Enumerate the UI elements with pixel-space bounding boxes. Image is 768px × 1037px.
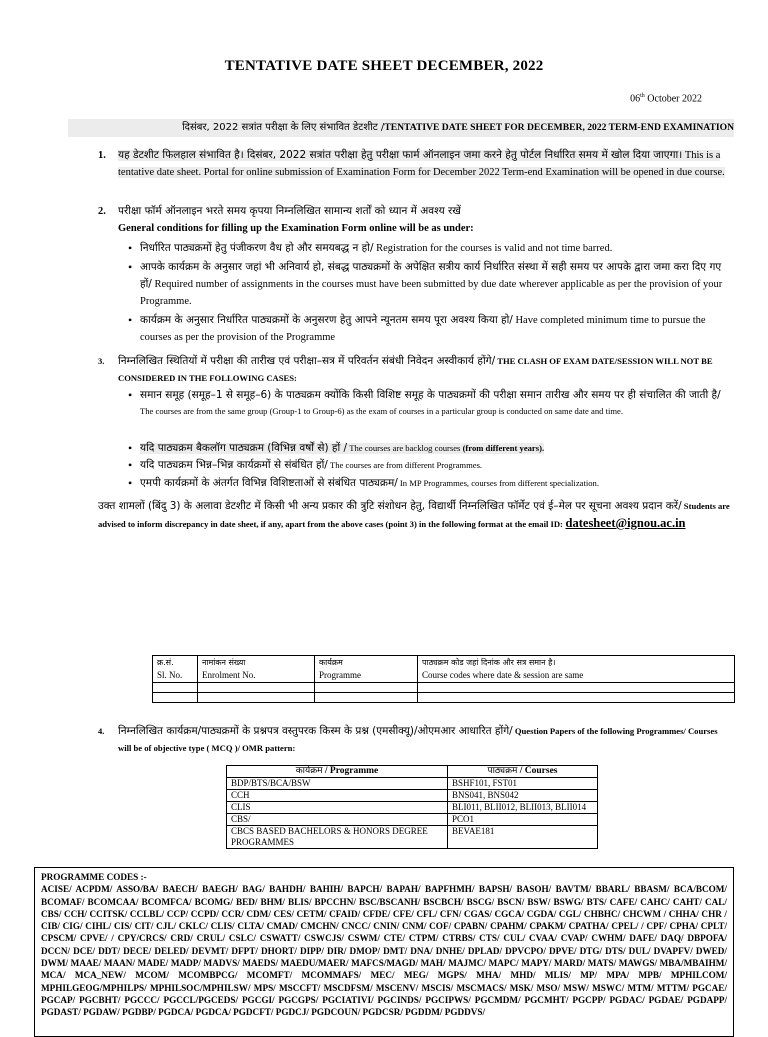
list-item: • निर्धारित पाठ्यक्रमों हेतु पंजीकरण वैध हो और समयबद्ध न हो/ Registration for the courses is valid and not time barred.: [140, 240, 734, 257]
table-header: कार्यक्रम Programme: [315, 656, 418, 683]
section-1: [98, 147, 733, 181]
section-1-english: This is a tentative date sheet. Portal for online submission of Examination Form for December 2022 Term-end Examination will be opened in due course.: [118, 150, 725, 178]
page-title: TENTATIVE DATE SHEET DECEMBER, 2022: [224, 58, 544, 74]
list-item: • यदि पाठ्यक्रम भिन्न–भिन्न कार्यक्रमों से संबंधित हों/ The courses are from different Programmes.: [140, 457, 734, 474]
issue-date: 06th October 2022: [630, 93, 702, 105]
table-header: पाठ्यक्रम कोड जहां दिनांक और सत्र समान है। Course codes where date & session are same: [418, 656, 735, 683]
programme-codes-label: PROGRAMME CODES :-: [41, 872, 147, 882]
table-row: [153, 693, 735, 703]
table-header: नामांकन संख्या Enrolment No.: [198, 656, 315, 683]
table-header: पाठ्यक्रम / Courses: [448, 766, 598, 778]
section-4-hindi: निम्नलिखित कार्यक्रम/पाठ्यक्रमों के प्रश्नपत्र वस्तुपरक किस्म के प्रश्न (एमसीक्यू)/ओएमआर आधारित होंगे/: [118, 725, 513, 737]
section-2-hindi: परीक्षा फॉर्म ऑनलाइन भरते समय कृपया निम्नलिखित सामान्य शर्तों को ध्यान में अवश्य रखें: [118, 205, 461, 217]
table-header: क्र.सं. Sl. No.: [153, 656, 198, 683]
table-row: [153, 683, 735, 693]
table-header: कार्यक्रम / Programme: [227, 766, 448, 778]
section-number: 3.: [98, 356, 105, 366]
section-2: [98, 203, 733, 237]
table-row: CBCS BASED BACHELORS & HONORS DEGREE PROGRAMMES BEVAE181: [227, 826, 598, 849]
section-1-hindi: यह डेटशीट फिलहाल संभावित है। दिसंबर, 2022 सत्रांत परीक्षा हेतु परीक्षा फार्म ऑनलाइन जमा करने हेतु पोर्टल निर्धारित समय में खोल दिया जाएगा।: [118, 149, 683, 161]
section-number: 4.: [98, 726, 105, 736]
header-hindi: दिसंबर, 2022 सत्रांत परीक्षा के लिए संभावित डेटशीट /: [182, 122, 385, 133]
list-item: • आपके कार्यक्रम के अनुसार जहां भी अनिवार्य हो, संबद्ध पाठ्यक्रमों के अपेक्षित सत्रीय कार्य निर्धारित संस्था में सही समय पर आपके द्वारा जमा करा दिए गए हों/ Required number of assignments in the courses must have been submitted by due date wherever applicable as per the provision of your Programme.: [140, 259, 734, 310]
table-row: CBS/ PCO1: [227, 814, 598, 826]
list-item: • यदि पाठ्यक्रम बैकलॉग पाठ्यक्रम (विभिन्न वर्षों से) हों / The courses are backlog courses (from different years).: [140, 440, 734, 457]
header-english: TENTATIVE DATE SHEET FOR DECEMBER, 2022 TERM-END EXAMINATION: [384, 122, 734, 133]
programme-codes-text: ACISE/ ACPDM/ ASSO/BA/ BAECH/ BAEGH/ BAG/ BAHDH/ BAHIH/ BAPCH/ BAPAH/ BAPFHMH/ BAPSH/ BASOH/ BAVTM/ BBARL/ BBASM/ BCA/BCOM/ BCOMAF/ BCOMCAA/ BCOMFCA/ BCOMG/ BED/ BHM/ BLIS/ BPCCHN/ BSC/BSCANH/ BSCBCH/ BSCG/ BSCN/ BSW/ BSWG/ BTS/ CAFE/ CAHC/ CAHT/ CAL/ CBS/ CCH/ CCITSK/ CCLBL/ CCP/ CCPD/ CCR/ CDM/ CES/ CETM/ CFAID/ CFDE/ CFE/ CFL/ CFN/ CGAS/ CGCA/ CGDA/ CGL/ CHBHC/ CHCWM / CHHA/ CHR / CIB/ CIG/ CIHL/ CIS/ CIT/ CJL/ CKLC/ CLIS/ CLTA/ CMAD/ CMCHN/ CNCC/ CNIN/ CNM/ COF/ CPABN/ CPAHM/ CPAKM/ CPATHA/ CPEL/ / CPF/ CPHA/ CPLT/ CPSCM/ CPVE/ / CPY/CRCS/ CRD/ CRUL/ CSLC/ CSWATT/ CSWCJS/ CSWM/ CTE/ CTPM/ CTRBS/ CTS/ CUL/ CVAA/ CVAP/ CWHM/ DAFE/ DAQ/ DBPOFA/ DCCN/ DCE/ DDT/ DECE/ DELED/ DEVMT/ DFPT/ DHORT/ DIPP/ DIR/ DMOP/ DMT/ DNA/ DNHE/ DPLAD/ DPVCPO/ DPVE/ DTG/ DTS/ DUL/ DVAPFV/ DWED/ DWM/ MAAE/ MAAN/ MADE/ MADP/ MADVS/ MAEDS/ MAEDU/MAER/ MAFCS/MAGD/ MAH/ MAJMC/ MAPC/ MAPY/ MARD/ MATS/ MAWGS/ MBA/MBAIHM/ MCA/ MCA_NEW/ MCOM/ MCOMBPCG/ MCOMFT/ MCOMMAFS/ MEC/ MEG/ MGPS/ MHA/ MHD/ MLIS/ MP/ MPA/ MPB/ MPHILCOM/ MPHILGEOG/MPHILPS/ MPHILSOC/MPHILSW/ MPS/ MSCCFT/ MSCDFSM/ MSCENV/ MSCIS/ MSCMACS/ MSK/ MSO/ MSW/ MSWC/ MTM/ MTTM/ PGCAE/ PGCAP/ PGCBHT/ PGCCC/ PGCCL/PGCEDS/ PGCGI/ PGCGPS/ PGCIATIVI/ PGCINDS/ PGCIPWS/ PGCMDM/ PGCMHT/ PGCPP/ PGDAC/ PGDAE/ PGDAPP/ PGDAST/ PGDAW/ PGDBP/ PGDCA/ PGDCA/ PGDCFT/ PGDCJ/ PGDCOUN/ PGDCSR/ PGDDM/ PGDDVS/: [41, 884, 727, 1018]
section-3: [98, 353, 733, 387]
section-4-english: Question Papers of the following Programmes/ Courses will be of objective type ( MCQ )/ OMR pattern:: [118, 726, 718, 753]
section-3-hindi: निम्नलिखित स्थितियों में परीक्षा की तारीख एवं परीक्षा–सत्र में परिवर्तन संबंधी निवेदन अस्वीकार्य होंगे/: [118, 355, 496, 367]
datesheet-header-band: [68, 119, 734, 137]
section-number: 2.: [98, 206, 106, 217]
discrepancy-format-table: [152, 655, 735, 703]
list-item: • कार्यक्रम के अनुसार निर्धारित पाठ्यक्रमों के अनुसरण हेतु आपने न्यूनतम समय पूरा अवश्य किया हो/ Have completed minimum time to pursue the courses as per the provision of the Programme: [140, 312, 734, 346]
list-item: • एमपी कार्यक्रमों के अंतर्गत विभिन्न विशिष्टताओं से संबंधित पाठ्यक्रम/ In MP Programmes, courses from different specialization.: [140, 475, 734, 492]
discrepancy-note: उक्त शामलों (बिंदु 3) के अलावा डेटशीट में किसी भी अन्य प्रकार की त्रुटि संशोधन हेतु, विद्यार्थी निम्नलिखित फॉर्मेट एवं ई–मेल पर सूचना अवश्य प्रदान करें/ Students are advised to inform discrepancy in date sheet, if any, apart from the above cases (point 3) in the following format at the email ID: datesheet@ignou.ac.in: [98, 500, 730, 530]
section-number: 1.: [98, 150, 106, 161]
programme-codes-box: [34, 867, 734, 1037]
table-row: CCH BNS041, BNS042: [227, 790, 598, 802]
list-item: • समान समूह (समूह–1 से समूह–6) के पाठ्यक्रम क्योंकि किसी विशिष्ट समूह के पाठ्यक्रमों की परीक्षा समान तारीख और समय पर ही संचालित की जाती है/ The courses are from the same group (Group-1 to Group-6) as the exam of courses in a particular group is conducted on same date and time.: [140, 388, 734, 419]
section-3-english: THE CLASH OF EXAM DATE/SESSION WILL NOT BE CONSIDERED IN THE FOLLOWING CASES:: [118, 356, 713, 383]
mcq-programme-table: [226, 765, 598, 849]
table-row: CLIS BLI011, BLII012, BLII013, BLII014: [227, 802, 598, 814]
email-link[interactable]: datesheet@ignou.ac.in: [565, 516, 686, 530]
section-4: [98, 723, 733, 757]
table-row: BDP/BTS/BCA/BSW BSHF101, FST01: [227, 778, 598, 790]
section-2-english: General conditions for filling up the Examination Form online will be as under:: [118, 223, 474, 234]
